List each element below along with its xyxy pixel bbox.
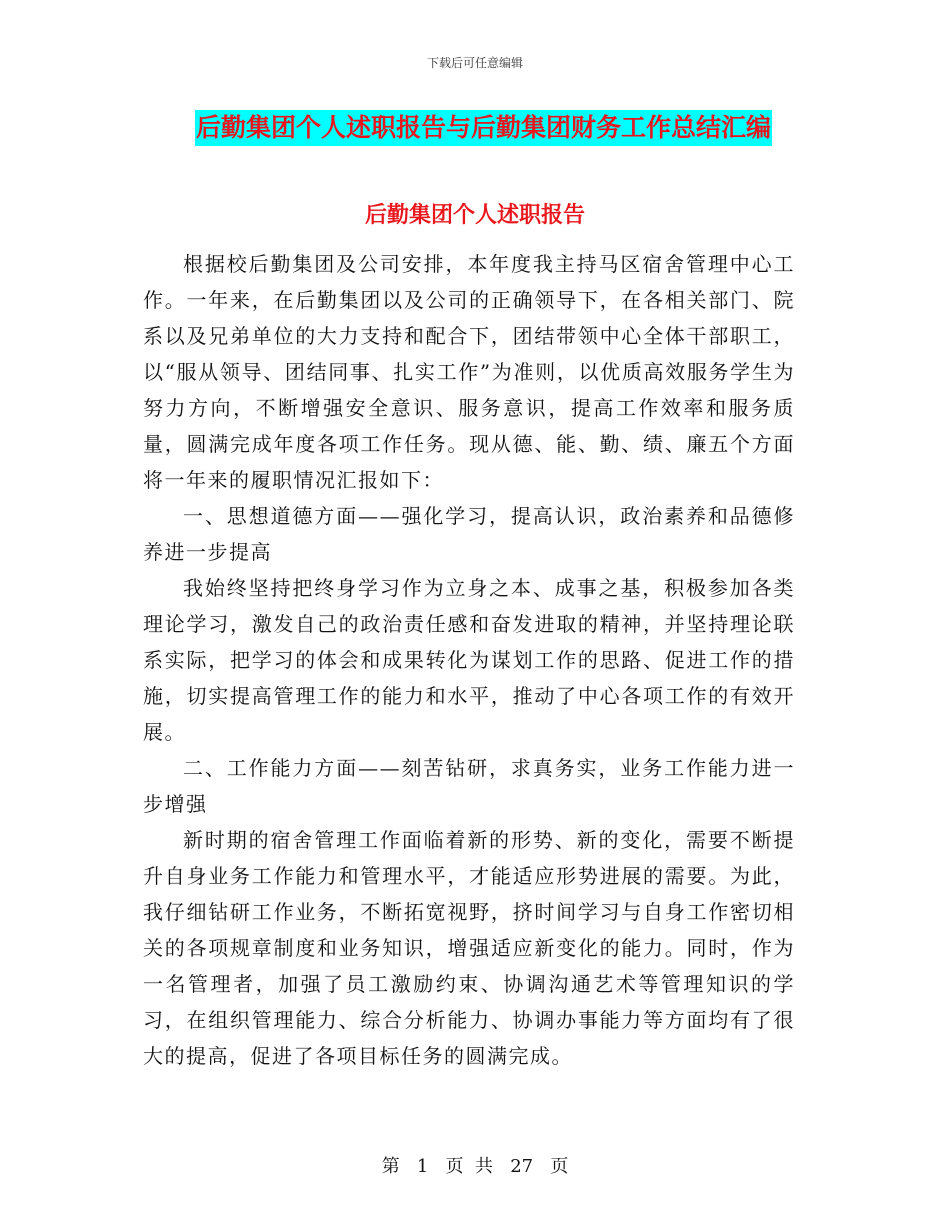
page-label-suffix: 页 [550,1156,569,1177]
paragraph-heading-ethics: 一、思想道德方面——强化学习，提高认识，政治素养和品德修养进一步提高 [143,504,795,564]
paragraph-intro: 根据校后勤集团及公司安排，本年度我主持马区宿舍管理中心工作。一年来，在后勤集团以及公司的正确领导下，在各相关部门、院系以及兄弟单位的大力支持和配合下，团结带领中心全体干部职工，以“服从领导、团结同事、扎实工作”为准则，以优质高效服务学生为努力方向，不断增强安全意识、服务意识，提高工作效率和服务质量，圆满完成年度各项工作任务。现从德、能、勤、绩、廉五个方面将一年来的履职情况汇报如下： [143,252,795,492]
page-footer [0,1152,950,1178]
paragraph-ability: 新时期的宿舍管理工作面临着新的形势、新的变化，需要不断提升自身业务工作能力和管理水平，才能适应形势进展的需要。为此，我仔细钻研工作业务，不断拓宽视野，挤时间学习与自身工作密切相关的各项规章制度和业务知识，增强适应新变化的能力。同时，作为一名管理者，加强了员工激励约束、协调沟通艺术等管理知识的学习，在组织管理能力、综合分析能力、协调办事能力等方面均有了很大的提高，促进了各项目标任务的圆满完成。 [143,828,795,1068]
paragraph-ethics: 我始终坚持把终身学习作为立身之本、成事之基，积极参加各类理论学习，激发自己的政治责任感和奋发进取的精神，并坚持理论联系实际，把学习的体会和成果转化为谋划工作的思路、促进工作的措施，切实提高管理工作的能力和水平，推动了中心各项工作的有效开展。 [143,576,795,744]
document-main-title: 后勤集团个人述职报告与后勤集团财务工作总结汇编 [195,110,772,146]
paragraph-heading-ability: 二、工作能力方面——刻苦钻研，求真务实，业务工作能力进一步增强 [143,756,795,816]
page-label-mid: 页 共 [445,1156,493,1177]
total-pages-number: 27 [510,1156,534,1177]
section-title: 后勤集团个人述职报告 [364,203,585,228]
header-note: 下载后可任意编辑 [426,56,523,70]
page-label-prefix: 第 [381,1156,400,1177]
current-page-number: 1 [416,1156,429,1177]
document-body [143,246,795,1074]
